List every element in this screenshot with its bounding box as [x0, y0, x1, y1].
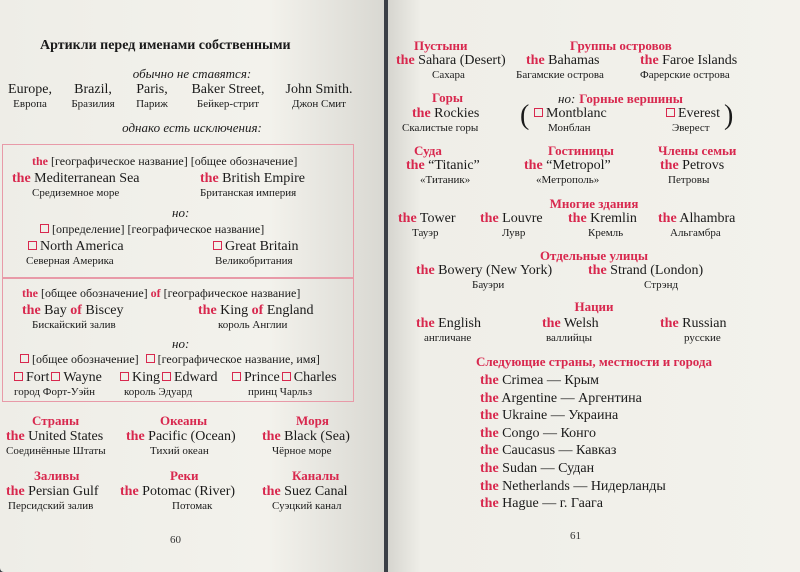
example-suez-canal: the Suez Canal Суэцкий канал — [262, 484, 348, 512]
list-item: the Sudan — Судан — [480, 460, 595, 476]
example-sahara: the Sahara (Desert) Сахара — [396, 53, 506, 81]
example-kremlin: the Kremlin Кремль — [568, 211, 637, 239]
example-black-sea: the Black (Sea) Чёрное море — [262, 429, 350, 457]
example-mediterranean: the Mediterranean Sea Средиземное море — [12, 171, 140, 199]
formula-common-of-geo: the [общее обозначение] of [географическое название] — [22, 286, 301, 300]
example-great-britain: Great Britain Великобритания — [215, 239, 299, 267]
example-everest: Everest Эверест — [666, 106, 720, 134]
list-item: the Hague — г. Гаага — [480, 496, 604, 512]
empty-article-icon — [213, 241, 222, 250]
example-north-america: North America Северная Америка — [26, 239, 124, 267]
page-number: 60 — [170, 534, 181, 546]
page-number: 61 — [570, 530, 581, 542]
paren-right: ) — [724, 100, 734, 131]
empty-article-icon — [120, 372, 129, 381]
heading-rivers: Реки — [170, 468, 199, 483]
example-prince-charles: Prince Charles принц Чарльз — [232, 370, 337, 398]
example-united-states: the United States Соединённые Штаты — [6, 429, 106, 457]
heading-hotels: Гостиницы — [548, 143, 614, 158]
example-bowery: the Bowery (New York) Бауэри — [416, 263, 553, 291]
heading-countries: Страны — [32, 413, 80, 428]
list-item: the Ukraine — Украина — [480, 408, 619, 424]
example-king-of-england: the King of England король Англии — [198, 303, 314, 331]
heading-gulfs: Заливы — [34, 468, 80, 483]
example-pacific: the Pacific (Ocean) Тихий океан — [126, 429, 236, 457]
not-used-heading: обычно не ставятся: — [132, 66, 252, 81]
heading-ships: Суда — [414, 143, 442, 158]
formula-geo-common: the [географическое название] [общее обозначение] — [32, 154, 298, 168]
paren-left: ( — [520, 100, 530, 131]
formula-common-geo-name: [общее обозначение] [географическое название, имя] — [20, 352, 320, 367]
example-fort-wayne: Fort Wayne город Форт-Уэйн — [14, 370, 102, 398]
left-page — [0, 0, 384, 572]
page-title: Артикли перед именами собственными — [40, 38, 291, 53]
but-label-1: но: — [172, 205, 190, 220]
example-titanic: the “Titanic” «Титаник» — [406, 158, 480, 186]
example-petrovs: the Petrovs Петровы — [660, 158, 725, 186]
heading-mountains: Горы — [432, 90, 464, 105]
example-tower: the Tower Тауэр — [398, 211, 456, 239]
heading-countries-places: Следующие страны, местности и города — [475, 354, 713, 369]
list-item: the Crimea — Крым — [480, 373, 599, 388]
heading-island-groups: Группы островов — [570, 38, 672, 53]
heading-buildings: Многие здания — [549, 196, 639, 211]
empty-article-icon — [40, 224, 49, 233]
example-welsh: the Welsh валлийцы — [542, 316, 599, 344]
heading-canals: Каналы — [292, 468, 340, 483]
example-rockies: the Rockies Скалистые горы — [402, 106, 480, 134]
heading-seas: Моря — [296, 413, 329, 428]
empty-article-icon — [51, 372, 60, 381]
example-alhambra: the Alhambra Альгамбра — [658, 211, 736, 239]
example-montblanc: Montblanc Монблан — [534, 106, 607, 134]
but-label-2: но: — [172, 336, 190, 351]
example-persian-gulf: the Persian Gulf Персидский залив — [6, 484, 99, 512]
list-item: the Congo — Конго — [480, 425, 597, 441]
example-faroe-islands: the Faroe Islands Фарерские острова — [640, 53, 738, 81]
example-british-empire: the British Empire Британская империя — [200, 171, 305, 199]
empty-article-icon — [14, 372, 23, 381]
exceptions-heading: однако есть исключения: — [122, 120, 262, 135]
empty-article-icon — [534, 108, 543, 117]
heading-nations: Нации — [574, 299, 614, 314]
example-john-smith: John Smith. Джон Смит — [285, 82, 353, 110]
example-english: the English англичане — [416, 316, 481, 344]
empty-article-icon — [666, 108, 675, 117]
example-bay-of-biscey: the Bay of Biscey Бискайский залив — [22, 303, 124, 331]
example-paris: Paris, Париж — [136, 82, 168, 110]
example-louvre: the Louvre Лувр — [480, 211, 543, 239]
empty-article-icon — [232, 372, 241, 381]
formula-definition-geo: [определение] [географическое название] — [40, 222, 264, 237]
example-brazil: Brazil, Бразилия — [71, 82, 115, 110]
heading-family: Члены семьи — [658, 143, 737, 158]
empty-article-icon — [282, 372, 291, 381]
countries-list — [480, 372, 666, 513]
example-potomac: the Potomac (River) Потомак — [120, 484, 236, 512]
example-europe: Europe, Европа — [8, 82, 52, 110]
example-bahamas: the Bahamas Багамские острова — [516, 53, 604, 81]
empty-article-icon — [146, 354, 155, 363]
empty-article-icon — [20, 354, 29, 363]
right-page — [388, 0, 800, 572]
list-item: the Argentine — Аргентина — [480, 390, 642, 406]
example-russian: the Russian русские — [660, 316, 727, 344]
example-metropol: the “Metropol” «Метрополь» — [524, 158, 611, 186]
empty-article-icon — [162, 372, 171, 381]
heading-streets: Отдельные улицы — [539, 248, 649, 263]
list-item: the Caucasus — Кавказ — [480, 443, 617, 459]
heading-oceans: Океаны — [160, 413, 208, 428]
list-item: the Netherlands — Нидерланды — [480, 478, 666, 494]
empty-article-icon — [28, 241, 37, 250]
heading-deserts: Пустыни — [414, 38, 468, 53]
example-strand: the Strand (London) Стрэнд — [588, 263, 704, 291]
example-baker-street: Baker Street, Бейкер-стрит — [191, 82, 265, 110]
peaks-heading: но: Горные вершины — [558, 91, 683, 106]
example-king-edward: King Edward король Эдуард — [120, 370, 218, 398]
